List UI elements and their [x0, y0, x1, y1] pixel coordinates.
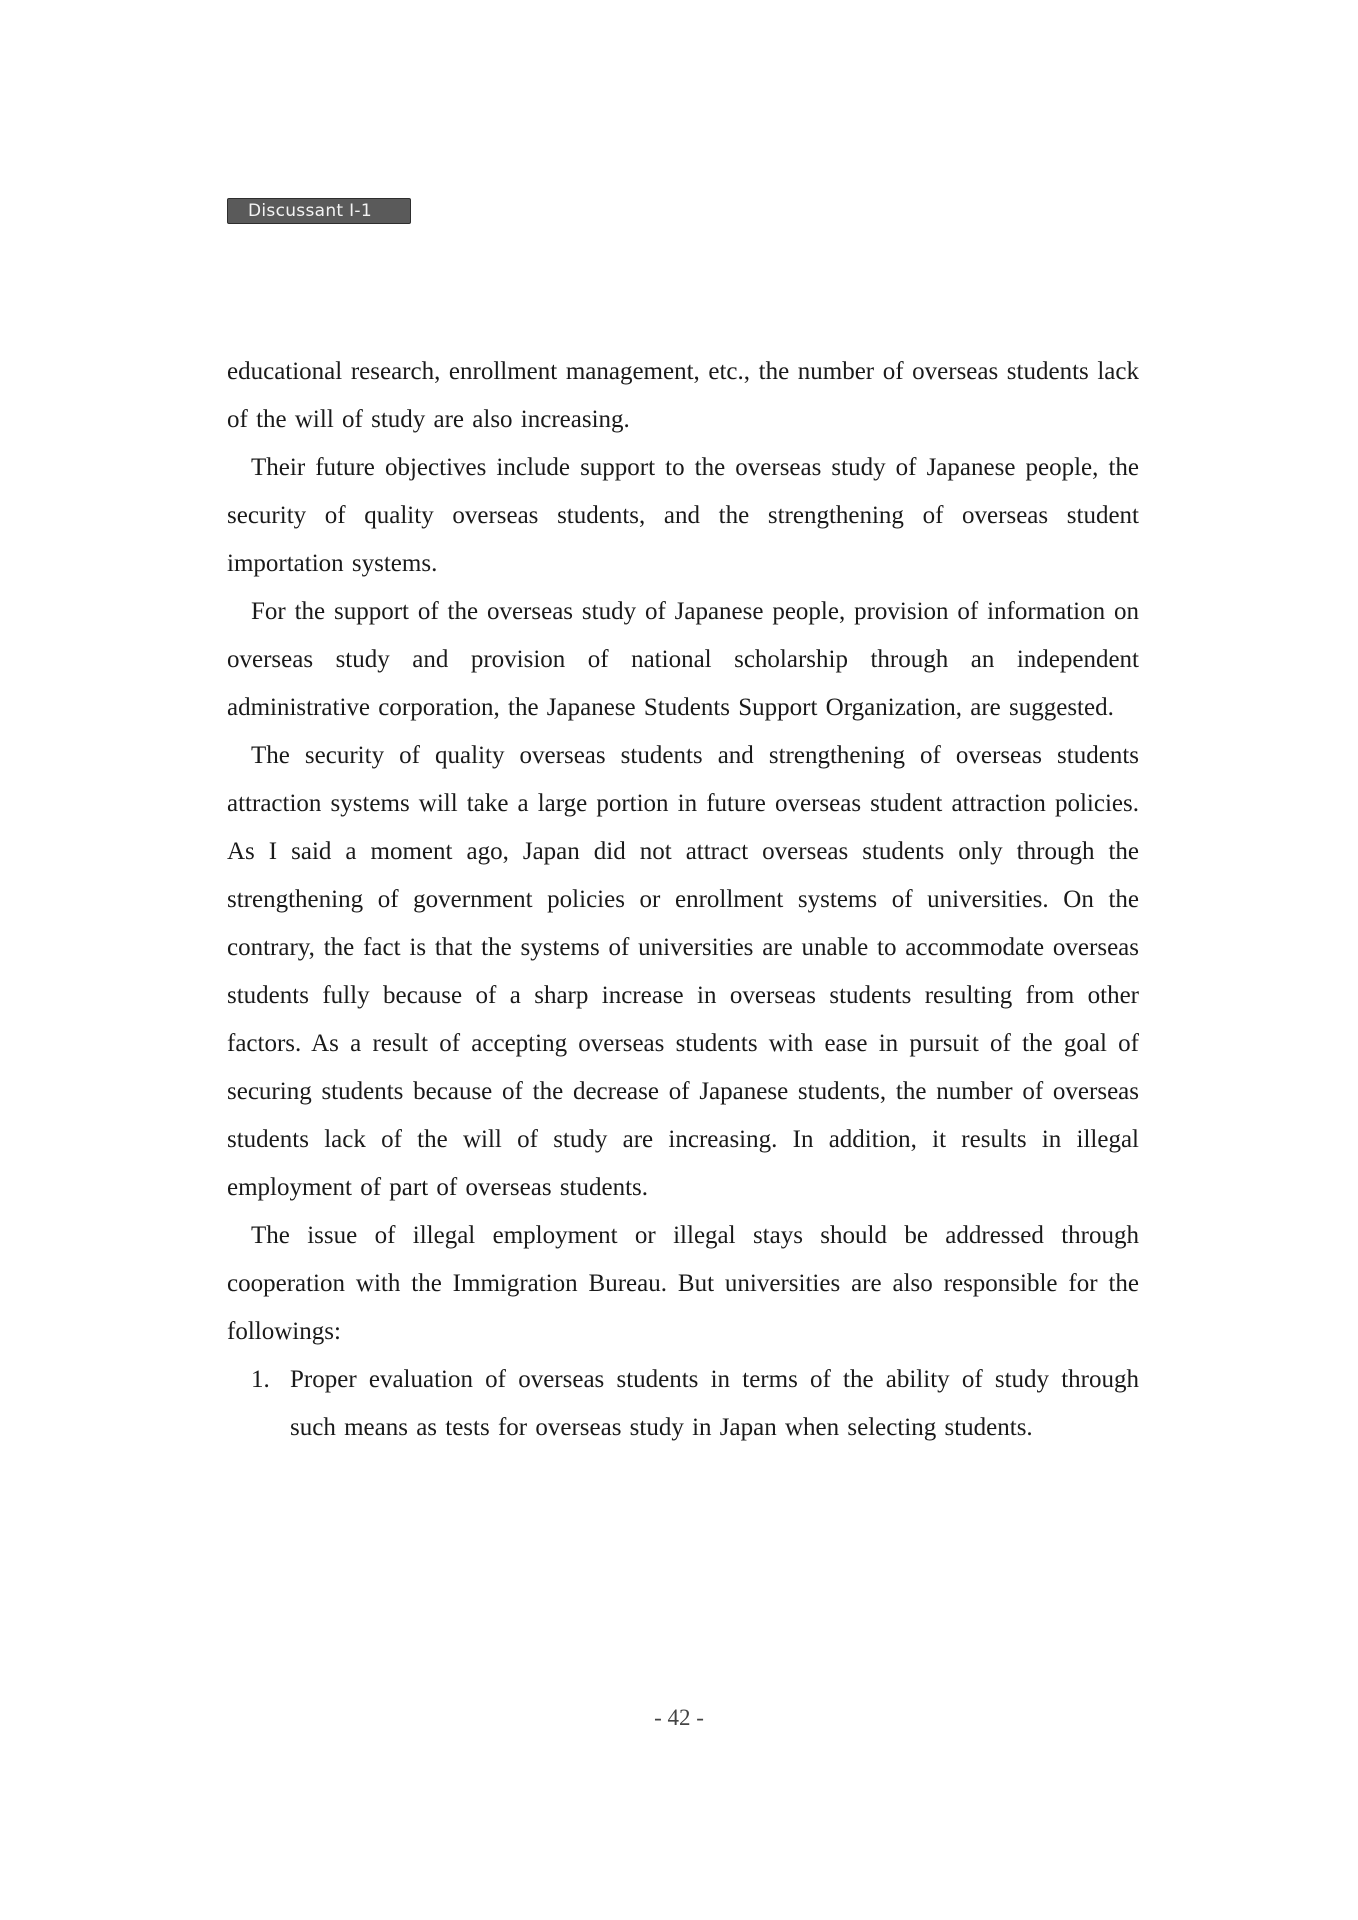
list-item-number: 1. [251, 1366, 270, 1393]
list-item [227, 1356, 1139, 1452]
paragraph: educational research, enrollment management, etc., the number of overseas students lack of the will of study are also increasing. [227, 358, 1139, 433]
paragraph: For the support of the overseas study of Japanese people, provision of information on overseas study and provision of national scholarship through an independent administrative corporation, the Japanese Students Support Organization, are suggested. [227, 598, 1139, 721]
paragraph: Their future objectives include support to the overseas study of Japanese people, the security of quality overseas students, and the strengthening of overseas student importation systems. [227, 454, 1139, 577]
page-number: - 42 - [654, 1705, 704, 1730]
section-badge: Discussant Ⅰ-1 [227, 198, 411, 224]
paragraph: The issue of illegal employment or illegal stays should be addressed through cooperation with the Immigration Bureau. But universities are also responsible for the followings: [227, 1222, 1139, 1345]
paragraph: The security of quality overseas students and strengthening of overseas students attraction systems will take a large portion in future overseas student attraction policies. As I said a moment ago, Japan did not attract overseas students only through the strengthening of government policies or enrollment systems of universities. On the contrary, the fact is that the systems of universities are unable to accommodate overseas students fully because of a sharp increase in overseas students resulting from other factors. As a result of accepting overseas students with ease in pursuit of the goal of securing students because of the decrease of Japanese students, the number of overseas students lack of the will of study are increasing. In addition, it results in illegal employment of part of overseas students. [227, 742, 1139, 1201]
list-item-text: Proper evaluation of overseas students in terms of the ability of study through such means as tests for overseas study in Japan when selecting students. [290, 1366, 1139, 1441]
document-body [227, 348, 1139, 1452]
